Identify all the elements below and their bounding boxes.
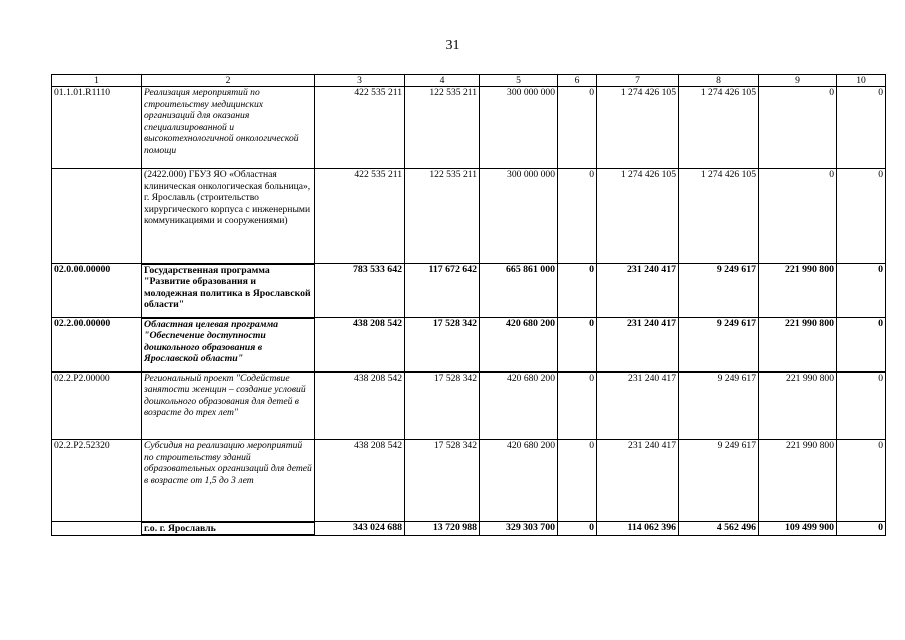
table-row [52,372,886,440]
col5-cell: 300 000 000 [480,87,558,169]
header-cell: 2 [142,75,315,87]
col3-cell: 783 533 642 [315,264,405,318]
col5-cell: 300 000 000 [480,169,558,264]
col7-cell: 231 240 417 [597,372,679,440]
col9-cell: 221 990 800 [759,318,837,372]
col9-cell: 221 990 800 [759,440,837,522]
col3-cell: 438 208 542 [315,372,405,440]
col5-cell: 420 680 200 [480,372,558,440]
col10-cell: 0 [837,440,886,522]
row-code: 02.2.Р2.00000 [52,372,142,440]
col6-cell: 0 [558,372,597,440]
col8-cell: 1 274 426 105 [679,169,759,264]
col8-cell: 9 249 617 [679,372,759,440]
col10-cell: 0 [837,372,886,440]
col10-cell: 0 [837,318,886,372]
col5-cell: 420 680 200 [480,440,558,522]
row-name: Областная целевая программа "Обеспечение доступности дошкольного образования в Ярославской области" [142,318,315,372]
header-cell: 10 [837,75,886,87]
col9-cell: 0 [759,169,837,264]
col4-cell: 13 720 988 [405,522,480,536]
header-cell: 5 [480,75,558,87]
row-name: Государственная программа "Развитие образования и молодежная политика в Ярославской области" [142,264,315,318]
header-cell: 8 [679,75,759,87]
table-row [52,318,886,372]
row-code: 02.2.00.00000 [52,318,142,372]
col7-cell: 231 240 417 [597,318,679,372]
header-cell: 7 [597,75,679,87]
col10-cell: 0 [837,264,886,318]
table-row [52,169,886,264]
col6-cell: 0 [558,87,597,169]
col3-cell: 438 208 542 [315,318,405,372]
col10-cell: 0 [837,522,886,536]
col4-cell: 17 528 342 [405,372,480,440]
col4-cell: 117 672 642 [405,264,480,318]
row-code [52,169,142,264]
table-row [52,440,886,522]
col9-cell: 221 990 800 [759,372,837,440]
col8-cell: 9 249 617 [679,264,759,318]
col6-cell: 0 [558,318,597,372]
col8-cell: 9 249 617 [679,440,759,522]
col3-cell: 438 208 542 [315,440,405,522]
col7-cell: 114 062 396 [597,522,679,536]
table-row [52,264,886,318]
col5-cell: 665 861 000 [480,264,558,318]
col7-cell: 1 274 426 105 [597,87,679,169]
row-name: (2422.000) ГБУЗ ЯО «Областная клиническая онкологическая больница», г. Ярославль (строительство хирургического корпуса с инженерными коммуникациями и сооружениями) [142,169,315,264]
row-name: г.о. г. Ярославль [142,522,315,536]
col8-cell: 1 274 426 105 [679,87,759,169]
col10-cell: 0 [837,169,886,264]
table-row [52,522,886,536]
col4-cell: 17 528 342 [405,440,480,522]
col7-cell: 1 274 426 105 [597,169,679,264]
row-code: 01.1.01.R1110 [52,87,142,169]
col9-cell: 221 990 800 [759,264,837,318]
page-number: 31 [445,38,460,53]
col7-cell: 231 240 417 [597,440,679,522]
row-name: Реализация мероприятий по строительству медицинских организаций для оказания специализированной и высокотехнологичной онкологической помощи [142,87,315,169]
col4-cell: 122 535 211 [405,87,480,169]
col3-cell: 422 535 211 [315,169,405,264]
col5-cell: 329 303 700 [480,522,558,536]
col3-cell: 422 535 211 [315,87,405,169]
col7-cell: 231 240 417 [597,264,679,318]
budget-table [51,74,886,536]
row-name: Региональный проект "Содействие занятости женщин – создание условий дошкольного образования для детей в возрасте до трех лет" [142,372,315,440]
col8-cell: 4 562 496 [679,522,759,536]
col8-cell: 9 249 617 [679,318,759,372]
header-cell: 4 [405,75,480,87]
row-code [52,522,142,536]
col6-cell: 0 [558,522,597,536]
header-cell: 6 [558,75,597,87]
col9-cell: 109 499 900 [759,522,837,536]
col3-cell: 343 024 688 [315,522,405,536]
col6-cell: 0 [558,169,597,264]
col4-cell: 17 528 342 [405,318,480,372]
table-row [52,87,886,169]
col6-cell: 0 [558,264,597,318]
row-code: 02.0.00.00000 [52,264,142,318]
header-cell: 3 [315,75,405,87]
header-cell: 9 [759,75,837,87]
row-name: Субсидия на реализацию мероприятий по строительству зданий образовательных организаций для детей в возрасте от 1,5 до 3 лет [142,440,315,522]
col9-cell: 0 [759,87,837,169]
col6-cell: 0 [558,440,597,522]
header-cell: 1 [52,75,142,87]
header-row [52,75,886,87]
row-code: 02.2.Р2.52320 [52,440,142,522]
col10-cell: 0 [837,87,886,169]
col4-cell: 122 535 211 [405,169,480,264]
col5-cell: 420 680 200 [480,318,558,372]
